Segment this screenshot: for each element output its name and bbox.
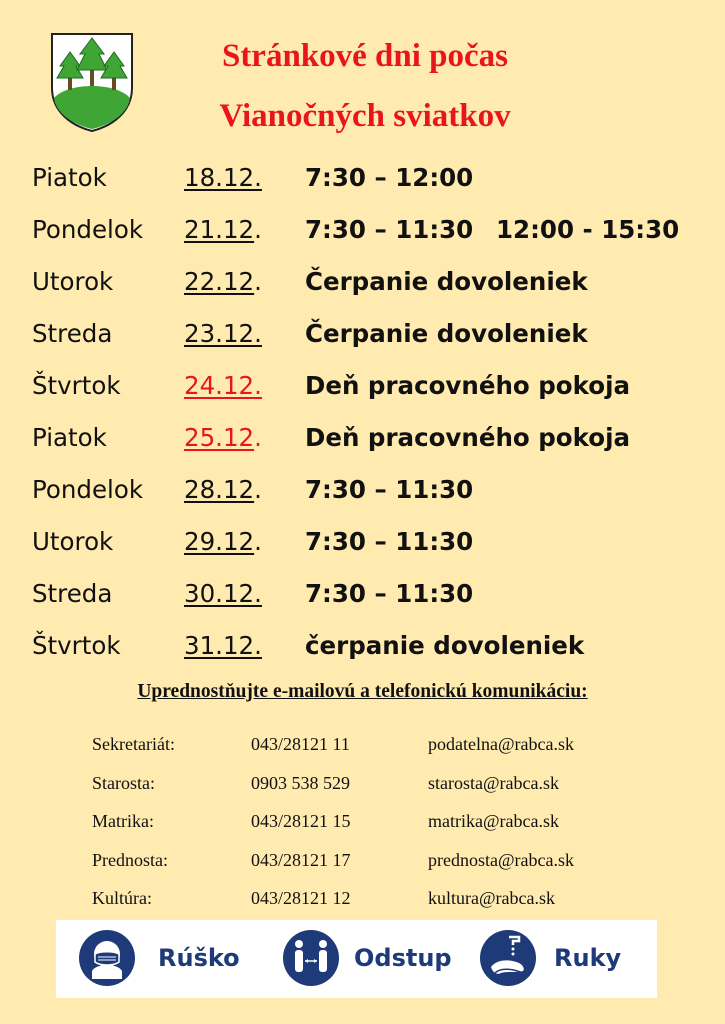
- schedule-date-value: 31.12.: [184, 631, 262, 660]
- schedule-info: 7:30 – 11:30: [305, 527, 474, 556]
- schedule-date-suffix: .: [254, 423, 262, 452]
- schedule-date-value: 25.12: [184, 423, 255, 452]
- schedule-day: Streda: [32, 579, 113, 608]
- schedule-row: [0, 623, 725, 667]
- contact-email[interactable]: podatelna@rabca.sk: [428, 734, 575, 754]
- contact-email[interactable]: prednosta@rabca.sk: [428, 849, 575, 870]
- schedule-row: [0, 363, 725, 407]
- schedule-row: [0, 259, 725, 303]
- schedule-date: [184, 423, 262, 452]
- schedule-info: 7:30 – 11:30: [305, 215, 474, 244]
- schedule-row: [0, 207, 725, 251]
- contact-phone[interactable]: 043/28121 15: [251, 811, 351, 831]
- contact-email[interactable]: matrika@rabca.sk: [428, 811, 560, 831]
- hand-washing-icon: [479, 929, 537, 987]
- schedule-info: Deň pracovného pokoja: [305, 423, 631, 452]
- schedule-day: Štvrtok: [32, 371, 121, 400]
- schedule-info: Deň pracovného pokoja: [305, 371, 631, 400]
- schedule-date-suffix: .: [254, 527, 262, 556]
- schedule-date-value: 29.12: [184, 527, 255, 556]
- schedule-info: 7:30 – 11:30: [305, 579, 474, 608]
- schedule-day: Piatok: [32, 423, 107, 452]
- mask-label: Rúško: [158, 944, 240, 972]
- contact-heading: Uprednostňujte e-mailovú a telefonickú komunikáciu:: [137, 681, 588, 702]
- contact-row: [0, 884, 725, 914]
- schedule-row: [0, 155, 725, 199]
- schedule-info: 7:30 – 11:30: [305, 475, 474, 504]
- schedule-day: Piatok: [32, 163, 107, 192]
- schedule-row: [0, 571, 725, 615]
- schedule-date-value: 23.12.: [184, 319, 262, 348]
- contact-row: [0, 846, 725, 876]
- contact-row: [0, 769, 725, 799]
- schedule-row: [0, 467, 725, 511]
- schedule-info: čerpanie dovoleniek: [305, 631, 585, 660]
- page-title-line-2: Vianočných sviatkov: [219, 98, 511, 134]
- schedule-extra-hours: 12:00 - 15:30: [496, 215, 680, 244]
- schedule-date-suffix: .: [254, 267, 262, 296]
- contact-role: Prednosta:: [92, 849, 168, 870]
- schedule-date: [184, 267, 262, 296]
- schedule-date: [184, 371, 262, 400]
- schedule-row: [0, 415, 725, 459]
- contact-phone[interactable]: 043/28121 11: [251, 734, 350, 754]
- contact-phone[interactable]: 043/28121 17: [251, 849, 351, 870]
- schedule-day: Pondelok: [32, 215, 144, 244]
- schedule-day: Utorok: [32, 267, 114, 296]
- schedule-day: Štvrtok: [32, 631, 121, 660]
- contact-row: [0, 807, 725, 837]
- schedule-date-value: 18.12.: [184, 163, 262, 192]
- schedule-date: [184, 579, 262, 608]
- schedule-date: [184, 475, 262, 504]
- schedule-date-value: 30.12.: [184, 579, 262, 608]
- schedule-row: [0, 311, 725, 355]
- contact-role: Sekretariát:: [92, 734, 175, 754]
- social-distance-icon: [282, 929, 340, 987]
- schedule-date: [184, 215, 262, 244]
- schedule-date: [184, 527, 262, 556]
- schedule-date: [184, 631, 262, 660]
- page-title-line-1: Stránkové dni počas: [221, 38, 509, 74]
- covid-rules-banner: [56, 920, 657, 998]
- contact-role: Starosta:: [92, 772, 155, 793]
- contact-phone[interactable]: 0903 538 529: [251, 772, 350, 793]
- distance-label: Odstup: [354, 944, 452, 972]
- hands-label: Ruky: [554, 944, 622, 972]
- face-mask-icon: [78, 929, 136, 987]
- schedule-day: Pondelok: [32, 475, 144, 504]
- schedule-date-value: 21.12: [184, 215, 255, 244]
- contact-email[interactable]: kultura@rabca.sk: [428, 888, 556, 908]
- schedule-day: Utorok: [32, 527, 114, 556]
- schedule-date: [184, 319, 262, 348]
- schedule-date-value: 28.12: [184, 475, 255, 504]
- schedule-row: [0, 519, 725, 563]
- contact-row: [0, 730, 725, 760]
- schedule-date-value: 24.12.: [184, 371, 262, 400]
- schedule-info: 7:30 – 12:00: [305, 163, 474, 192]
- contact-role: Matrika:: [92, 811, 154, 831]
- contact-role: Kultúra:: [92, 888, 152, 908]
- schedule-info: Čerpanie dovoleniek: [305, 267, 588, 296]
- schedule-day: Streda: [32, 319, 113, 348]
- schedule-date-suffix: .: [254, 215, 262, 244]
- schedule-date-value: 22.12: [184, 267, 255, 296]
- contact-email[interactable]: starosta@rabca.sk: [428, 772, 560, 793]
- contact-phone[interactable]: 043/28121 12: [251, 888, 351, 908]
- schedule-info: Čerpanie dovoleniek: [305, 319, 588, 348]
- schedule-date: [184, 163, 262, 192]
- coat-of-arms-icon: [50, 32, 134, 132]
- schedule-date-suffix: .: [254, 475, 262, 504]
